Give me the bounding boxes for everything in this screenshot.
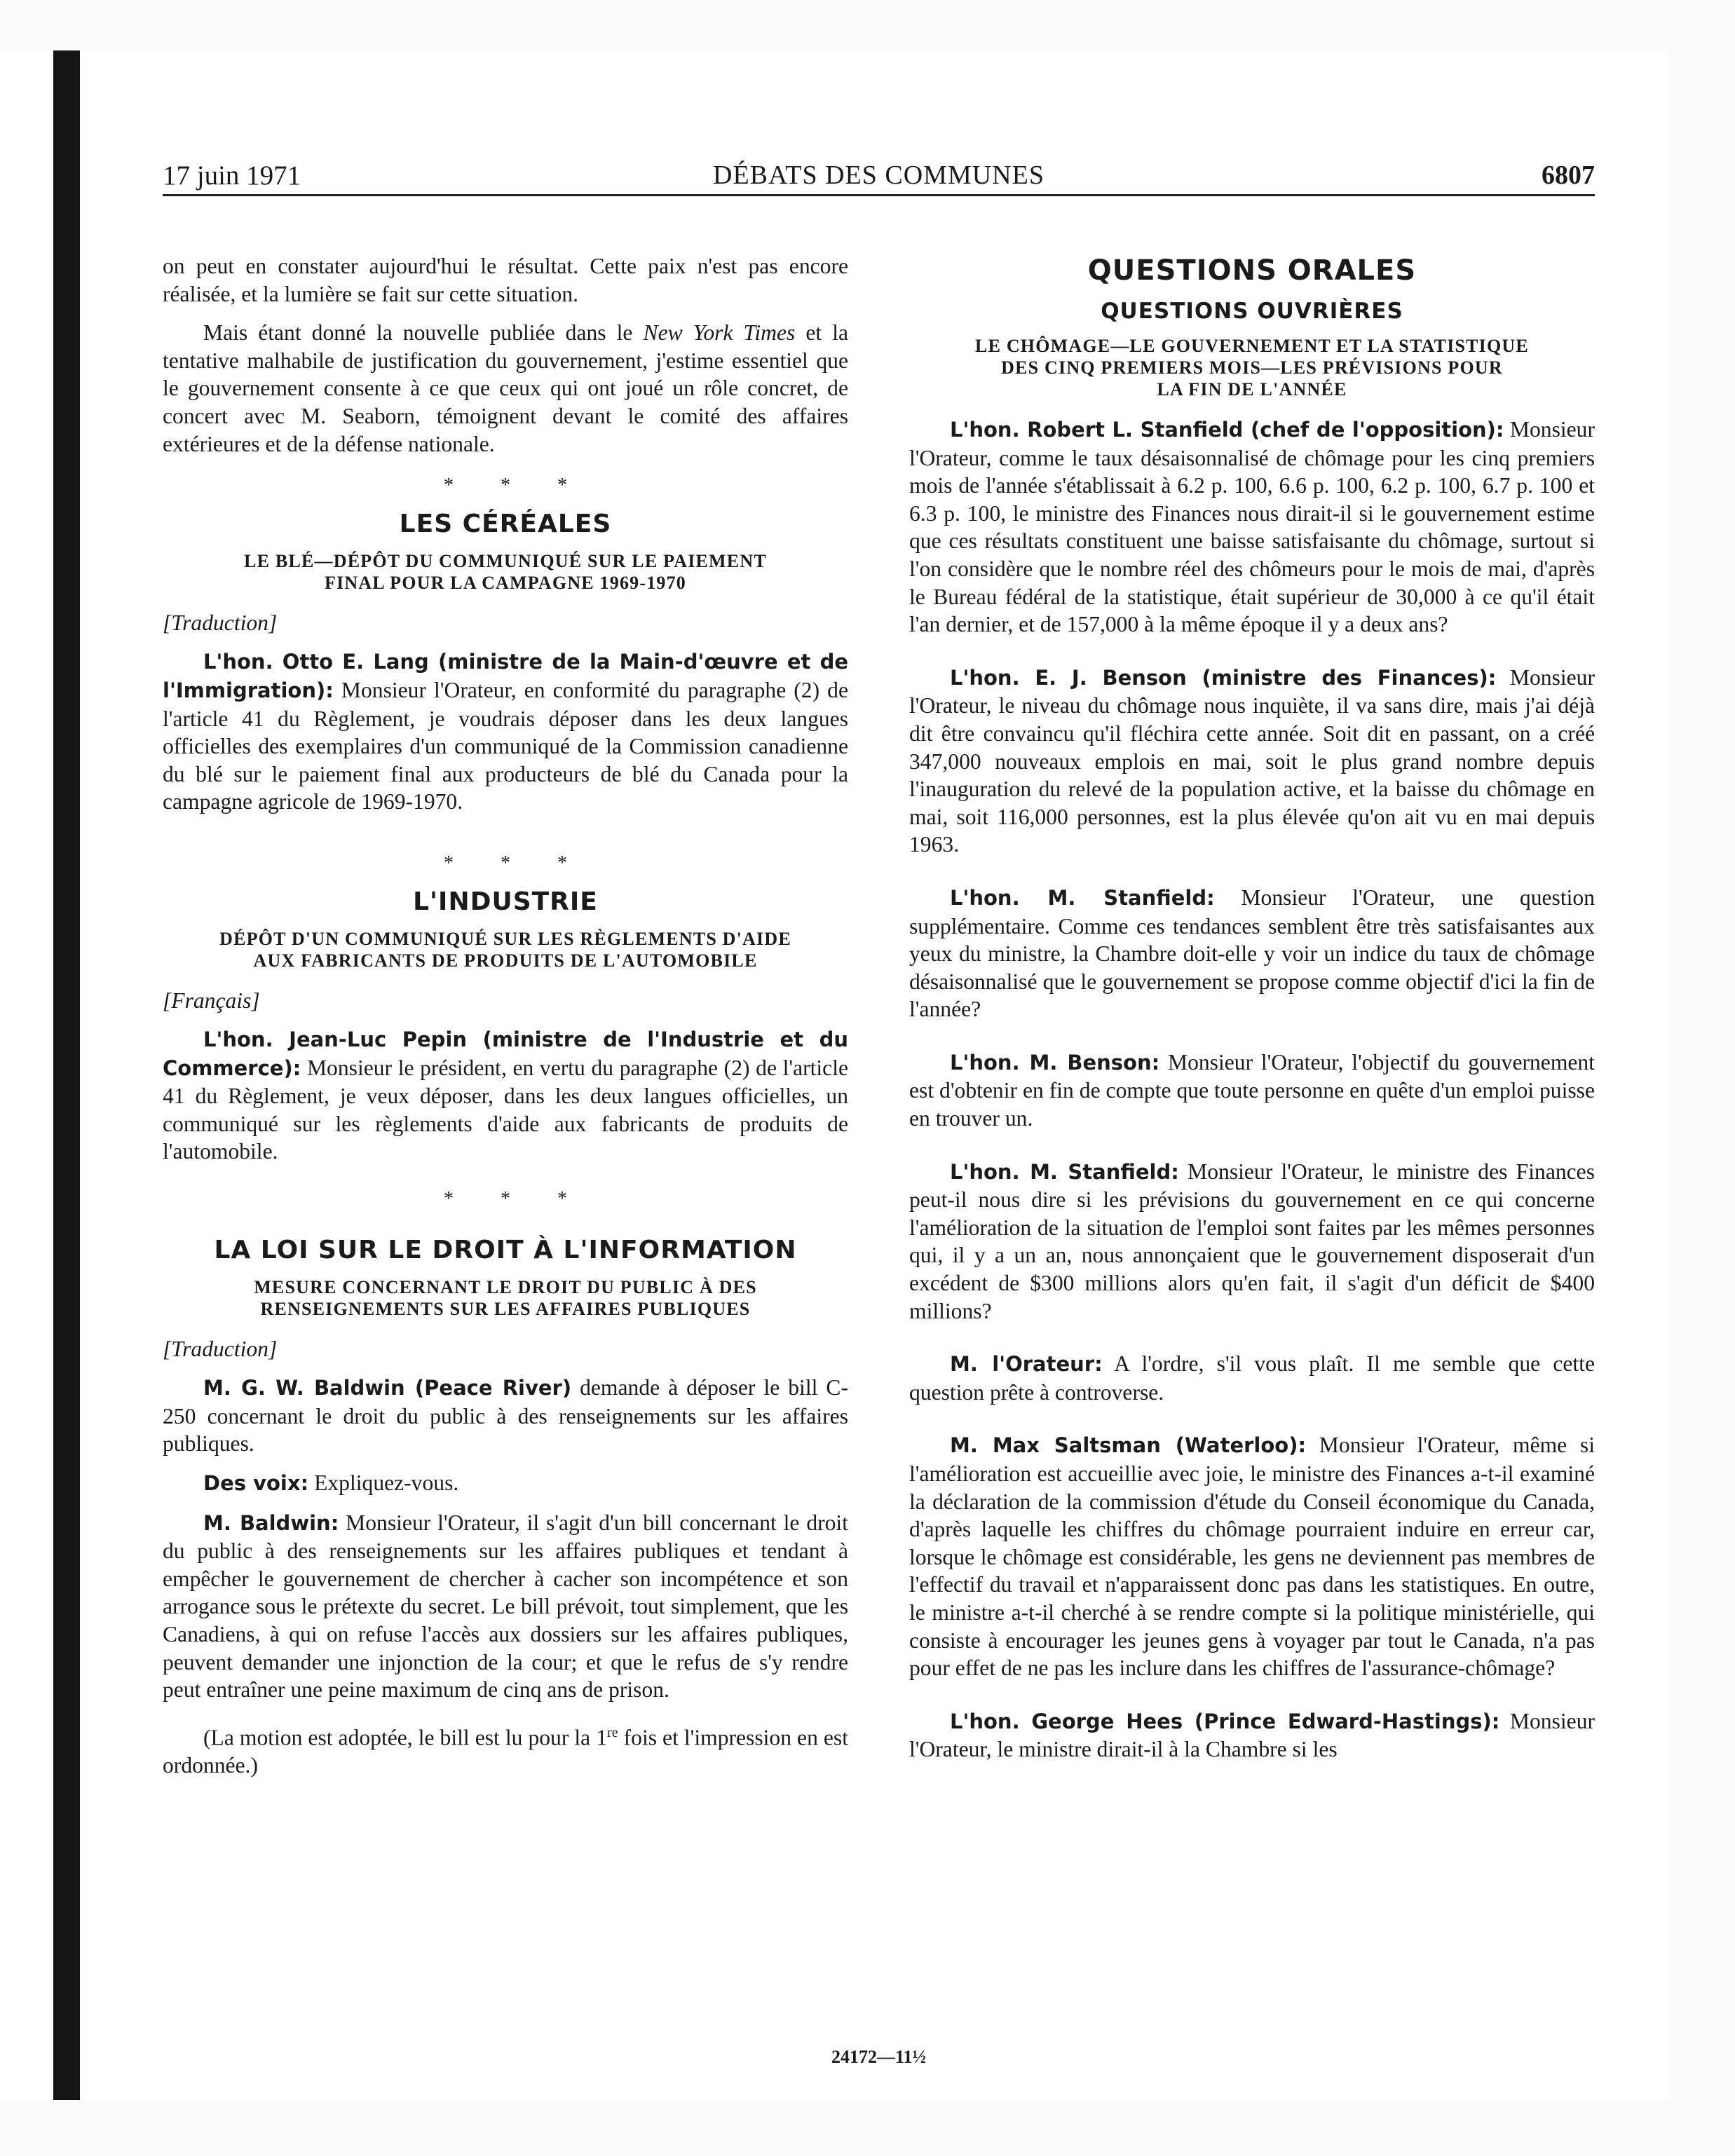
section-subtitle — [163, 550, 848, 594]
speaker-name: M. l'Orateur: — [950, 1352, 1103, 1377]
section-title: LES CÉRÉALES — [399, 509, 612, 538]
speech — [909, 1350, 1595, 1406]
speaker-name: L'hon. Jean-Luc Pepin (ministre de l'Industrie et du Commerce): — [163, 1028, 848, 1080]
section-title: QUESTIONS ORALES — [1087, 254, 1417, 287]
section-subtitle — [163, 1276, 848, 1320]
speech — [163, 1469, 848, 1498]
speaker-name: L'hon. George Hees (Prince Edward-Hastings): — [950, 1709, 1500, 1733]
speech — [909, 1049, 1595, 1133]
section-subtitle — [909, 335, 1595, 400]
document-page — [163, 158, 1595, 2067]
speech-text: Monsieur le président, en vertu du paragraphe (2) de l'article 41 du Règlement, je veux déposer, dans les deux langues officielles, un communiqué sur les règlements d'aide aux fabricants de produits de l'automobile. — [163, 1055, 848, 1164]
text: et la tentative malhabile de justification du gouvernement, j'estime essentiel que le gouvernement consente à ce que ceux qui ont joué un rôle concret, de concert avec M. Seaborn, témoignent devant le comité des affaires extérieures et de la défense nationale. — [163, 320, 848, 456]
subtitle-line: LE BLÉ—DÉPÔT DU COMMUNIQUÉ SUR LE PAIEMENT — [244, 550, 767, 571]
speaker-name: Des voix: — [203, 1471, 309, 1496]
subtitle-line: DÉPÔT D'UN COMMUNIQUÉ SUR LES RÈGLEMENTS D'AIDE — [219, 928, 791, 949]
speech-text: Monsieur l'Orateur, le ministre des Finances peut-il nous dire si les prévisions du gouvernement en ce qui concerne l'amélioration de la situation de l'emploi sont faites par les mêmes personnes qui, il y a un an, nous annonçaient que le gouvernement disposerait d'un excédent de $300 millions alors qu'en fait, il s'agit d'un déficit de $400 millions? — [909, 1159, 1595, 1323]
journal-title: DÉBATS DES COMMUNES — [713, 161, 1045, 190]
header-date: 17 juin 1971 — [163, 161, 301, 191]
text: fois et l'impression en est ordonnée.) — [163, 1725, 848, 1778]
section-title: LA LOI SUR LE DROIT À L'INFORMATION — [214, 1235, 797, 1264]
superscript: re — [607, 1724, 618, 1740]
speaker-name: M. G. W. Baldwin (Peace River) — [203, 1376, 572, 1400]
left-column — [163, 252, 848, 1780]
text: (La motion est adoptée, le bill est lu pour la 1 — [203, 1725, 608, 1750]
speaker-name: L'hon. M. Stanfield: — [950, 885, 1215, 910]
speech-text: demande à déposer le bill C-250 concernant le droit du public à des renseignements sur les affaires publiques. — [163, 1375, 848, 1456]
speech-text: Monsieur l'Orateur, le ministre dirait-il à la Chambre si les — [909, 1708, 1595, 1762]
section-title: L'INDUSTRIE — [413, 887, 598, 916]
subtitle-line: LA FIN DE L'ANNÉE — [1157, 379, 1347, 400]
italic-text: New York Times — [643, 320, 796, 346]
speech-text: A l'ordre, s'il vous plaît. Il me semble que cette question prête à controverse. — [909, 1351, 1595, 1405]
motion-note — [163, 1719, 848, 1780]
subtitle-line: DES CINQ PREMIERS MOIS—LES PRÉVISIONS POUR — [1001, 357, 1503, 378]
speech — [163, 1509, 848, 1704]
scan-margin-bottom — [0, 2100, 1735, 2156]
subtitle-line: MESURE CONCERNANT LE DROIT DU PUBLIC À DES — [254, 1276, 757, 1297]
speech-text: Monsieur l'Orateur, comme le taux désaisonnalisé de chômage pour les cinq premiers mois de l'année s'établissait à 6.2 p. 100, 6.6 p. 100, 6.2 p. 100, 6.7 p. 100 et 6.3 p. 100, le ministre des Finances nous dirait-il si le gouvernement estime que ces résultats constituent une baisse satisfaisante du chômage, surtout si l'on considère que le nombre réel des chômeurs pour le mois de mai, d'après le Bureau fédéral de la statistique, était supérieur de 30,000 à ce qu'il était l'an dernier, et de 157,000 à la même époque il y a deux ans? — [909, 417, 1595, 637]
scan-binding-edge — [53, 50, 80, 2100]
subtitle-line: AUX FABRICANTS DE PRODUITS DE L'AUTOMOBILE — [253, 950, 758, 971]
speaker-name: M. Baldwin: — [203, 1510, 339, 1535]
paragraph — [163, 319, 848, 458]
section-separator: * * * — [444, 852, 588, 874]
subtitle-line: LE CHÔMAGE—LE GOUVERNEMENT ET LA STATISTIQUE — [975, 336, 1529, 356]
page-number: 6807 — [1542, 161, 1595, 190]
page-header — [163, 158, 1595, 196]
right-column — [909, 252, 1595, 1763]
speech-text: Monsieur l'Orateur, même si l'amélioration est accueillie avec joie, le ministre des Finances a-t-il examiné la déclaration de la commission d'étude du Conseil économique du Canada, d'après laquelle les chiffres du chômage pourraient induire en erreur car, lorsque le chômage est considérable, les gens ne deviennent pas membres de l'effectif du travail et n'apparaissent donc pas dans les statistiques. En outre, le ministre a-t-il cherché à se rendre compte si la politique ministérielle, qui consiste à encourager les jeunes gens à voyager par tout le Canada, n'a pas pour effet de ne pas les inclure dans les chiffres de l'assurance-chômage? — [909, 1433, 1595, 1681]
speech — [909, 1707, 1595, 1763]
speaker-name: L'hon. M. Benson: — [950, 1050, 1160, 1074]
speaker-name: L'hon. E. J. Benson (ministre des Finances): — [950, 665, 1497, 690]
subtitle-line: RENSEIGNEMENTS SUR LES AFFAIRES PUBLIQUES — [260, 1298, 751, 1319]
speech — [909, 664, 1595, 859]
speaker-name: M. Max Saltsman (Waterloo): — [950, 1433, 1307, 1458]
scan-margin-right — [1668, 0, 1735, 2156]
speech-text: Monsieur l'Orateur, une question supplémentaire. Comme ces tendances semblent être très satisfaisantes aux yeux du ministre, la Chambre doit-elle y voir un indice du taux de chômage désaisonnalisé que le gouvernement se propose comme objectif d'ici la fin de l'année? — [909, 885, 1595, 1022]
speech — [163, 648, 848, 816]
speech — [909, 1431, 1595, 1681]
speech-text: Monsieur l'Orateur, il s'agit d'un bill concernant le droit du public à des renseignements sur les affaires publiques et tendant à empêcher le gouvernement de chercher à cacher son incompétence et son arrogance sous le prétexte du secret. Le bill prévoit, tout simplement, que les Canadiens, à qui on refuse l'accès aux dossiers sur les affaires publiques, peuvent demander une injonction de la cour; et que le refus de s'y rendre peut entraîner une peine maximum de cinq ans de prison. — [163, 1510, 848, 1703]
speech — [909, 416, 1595, 639]
translation-note: [Français] — [163, 988, 260, 1013]
speech-text: Expliquez-vous. — [308, 1471, 459, 1496]
section-separator: * * * — [444, 475, 588, 497]
speech-text: Monsieur l'Orateur, l'objectif du gouvernement est d'obtenir en fin de compte que toute personne en quête d'un emploi puisse en trouver un. — [909, 1049, 1595, 1131]
scan-margin-top — [0, 0, 1735, 50]
translation-note: [Traduction] — [163, 610, 278, 635]
section-separator: * * * — [444, 1188, 588, 1210]
speaker-name: L'hon. M. Stanfield: — [950, 1159, 1179, 1184]
speech — [909, 1158, 1595, 1325]
speech — [163, 1025, 848, 1166]
speech — [163, 1374, 848, 1458]
speech — [909, 884, 1595, 1023]
subtitle-line: FINAL POUR LA CAMPAGNE 1969-1970 — [324, 572, 687, 593]
translation-note: [Traduction] — [163, 1336, 278, 1361]
printer-reference: 24172—11½ — [831, 2047, 927, 2067]
paragraph: on peut en constater aujourd'hui le résultat. Cette paix n'est pas encore réalisée, et la lumière se fait sur cette situation. — [163, 254, 848, 306]
text: Mais étant donné la nouvelle publiée dans le — [203, 320, 644, 346]
section-heading: QUESTIONS OUVRIÈRES — [1101, 299, 1403, 324]
speaker-name: L'hon. Otto E. Lang (ministre de la Main-d'œuvre et de l'Immigration): — [163, 650, 848, 702]
speech-text: Monsieur l'Orateur, en conformité du paragraphe (2) de l'article 41 du Règlement, je voudrais déposer dans les deux langues officielles des exemplaires d'un communiqué de la Commission canadienne du blé sur le paiement final aux producteurs de blé du Canada pour la campagne agricole de 1969-1970. — [163, 677, 848, 814]
speech-text: Monsieur l'Orateur, le niveau du chômage nous inquiète, il va sans dire, mais j'ai déjà dit être convaincu qu'il fléchira cette année. Soit dit en passant, on a créé 347,000 nouveaux emplois en mai, soit le plus grand nombre depuis l'inauguration du relevé de la population active, et la baisse du chômage en mai, soit 116,000 personnes, est la plus élevée qu'on ait vu en mai depuis 1963. — [909, 664, 1595, 857]
speaker-name: L'hon. Robert L. Stanfield (chef de l'opposition): — [950, 418, 1504, 442]
section-subtitle — [163, 928, 848, 971]
